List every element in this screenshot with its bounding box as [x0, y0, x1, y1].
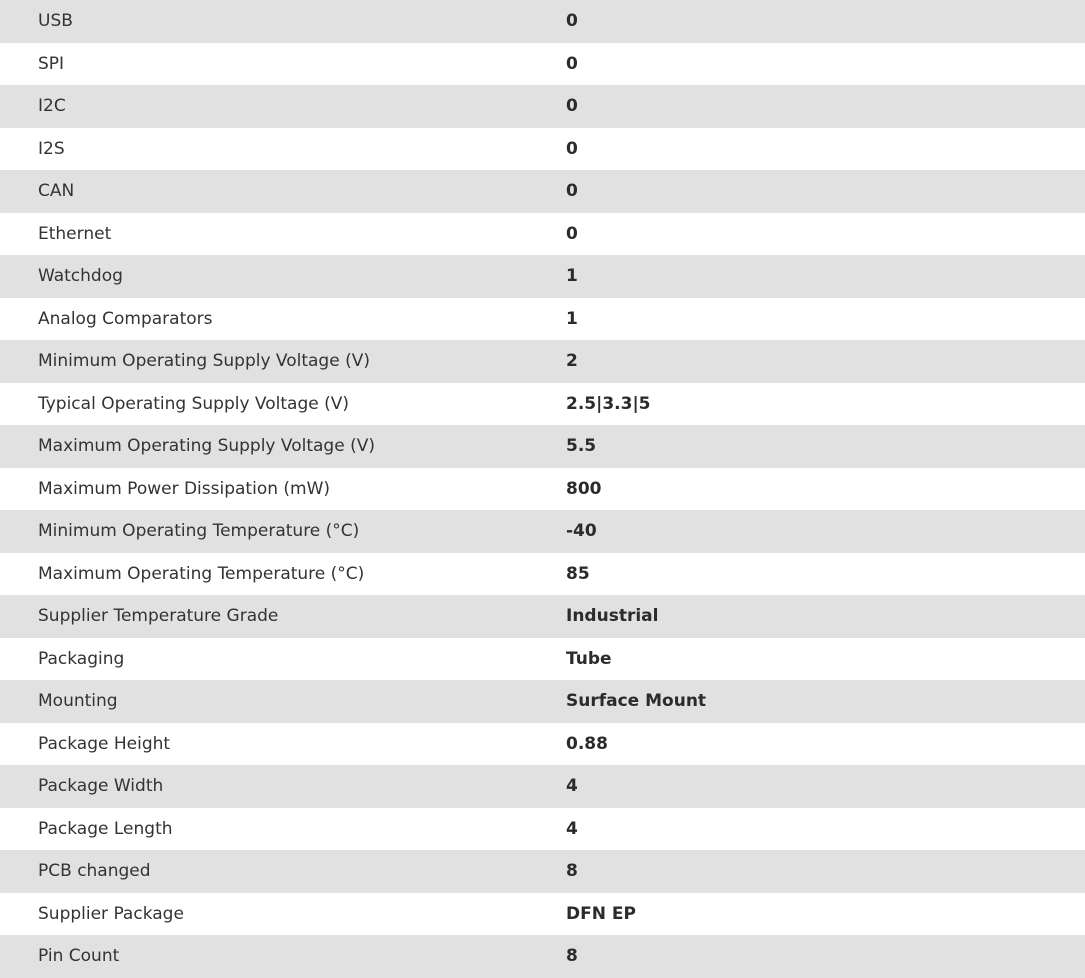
table-row: [0, 298, 1085, 341]
spec-label: Analog Comparators: [38, 308, 213, 329]
table-row: [0, 85, 1085, 128]
spec-value: 0: [566, 96, 578, 117]
spec-value: 0: [566, 223, 578, 244]
spec-label: Mounting: [38, 691, 118, 712]
table-row: [0, 893, 1085, 936]
spec-label: Supplier Package: [38, 903, 184, 924]
table-row: [0, 808, 1085, 851]
spec-value: 0: [566, 53, 578, 74]
table-row: [0, 425, 1085, 468]
table-row: [0, 340, 1085, 383]
spec-label: Package Width: [38, 776, 164, 797]
spec-value: 4: [566, 776, 578, 797]
table-row: [0, 680, 1085, 723]
spec-label: SPI: [38, 53, 65, 74]
spec-value: Tube: [566, 648, 612, 669]
spec-value: 85: [566, 563, 590, 584]
spec-label: Maximum Operating Supply Voltage (V): [38, 436, 375, 457]
table-row: [0, 170, 1085, 213]
table-row: [0, 383, 1085, 426]
table-row: [0, 43, 1085, 86]
spec-label: Pin Count: [38, 946, 120, 967]
spec-value: 0: [566, 181, 578, 202]
spec-label: PCB changed: [38, 861, 151, 882]
table-row: [0, 468, 1085, 511]
spec-value: 8: [566, 946, 578, 967]
spec-label: Supplier Temperature Grade: [38, 606, 279, 627]
spec-label: USB: [38, 11, 73, 32]
table-row: [0, 213, 1085, 256]
table-row: [0, 255, 1085, 298]
spec-value: 0: [566, 138, 578, 159]
table-row: [0, 0, 1085, 43]
spec-value: DFN EP: [566, 903, 636, 924]
table-row: [0, 510, 1085, 553]
spec-value: -40: [566, 521, 597, 542]
spec-value: 2.5|3.3|5: [566, 393, 651, 414]
table-row: [0, 638, 1085, 681]
spec-value: 1: [566, 308, 578, 329]
spec-label: Ethernet: [38, 223, 112, 244]
table-row: [0, 128, 1085, 171]
table-row: [0, 595, 1085, 638]
spec-value: Surface Mount: [566, 691, 707, 712]
spec-label: CAN: [38, 181, 75, 202]
spec-label: I2S: [38, 138, 65, 159]
spec-label: Maximum Power Dissipation (mW): [38, 478, 331, 499]
spec-label: Packaging: [38, 648, 125, 669]
spec-value: 800: [566, 478, 602, 499]
spec-label: Watchdog: [38, 266, 123, 287]
spec-label: Package Length: [38, 818, 173, 839]
spec-label: Package Height: [38, 733, 171, 754]
spec-value: 1: [566, 266, 578, 287]
spec-label: Minimum Operating Supply Voltage (V): [38, 351, 370, 372]
table-row: [0, 765, 1085, 808]
spec-value: 0.88: [566, 733, 608, 754]
table-row: [0, 935, 1085, 978]
table-row: [0, 553, 1085, 596]
spec-value: 0: [566, 11, 578, 32]
spec-label: I2C: [38, 96, 66, 117]
table-row: [0, 723, 1085, 766]
spec-value: 4: [566, 818, 578, 839]
spec-label: Maximum Operating Temperature (°C): [38, 563, 365, 584]
table-row: [0, 850, 1085, 893]
spec-label: Typical Operating Supply Voltage (V): [38, 393, 349, 414]
spec-label: Minimum Operating Temperature (°C): [38, 521, 360, 542]
spec-value: 2: [566, 351, 578, 372]
spec-value: 8: [566, 861, 578, 882]
spec-value: 5.5: [566, 436, 597, 457]
spec-value: Industrial: [566, 606, 659, 627]
